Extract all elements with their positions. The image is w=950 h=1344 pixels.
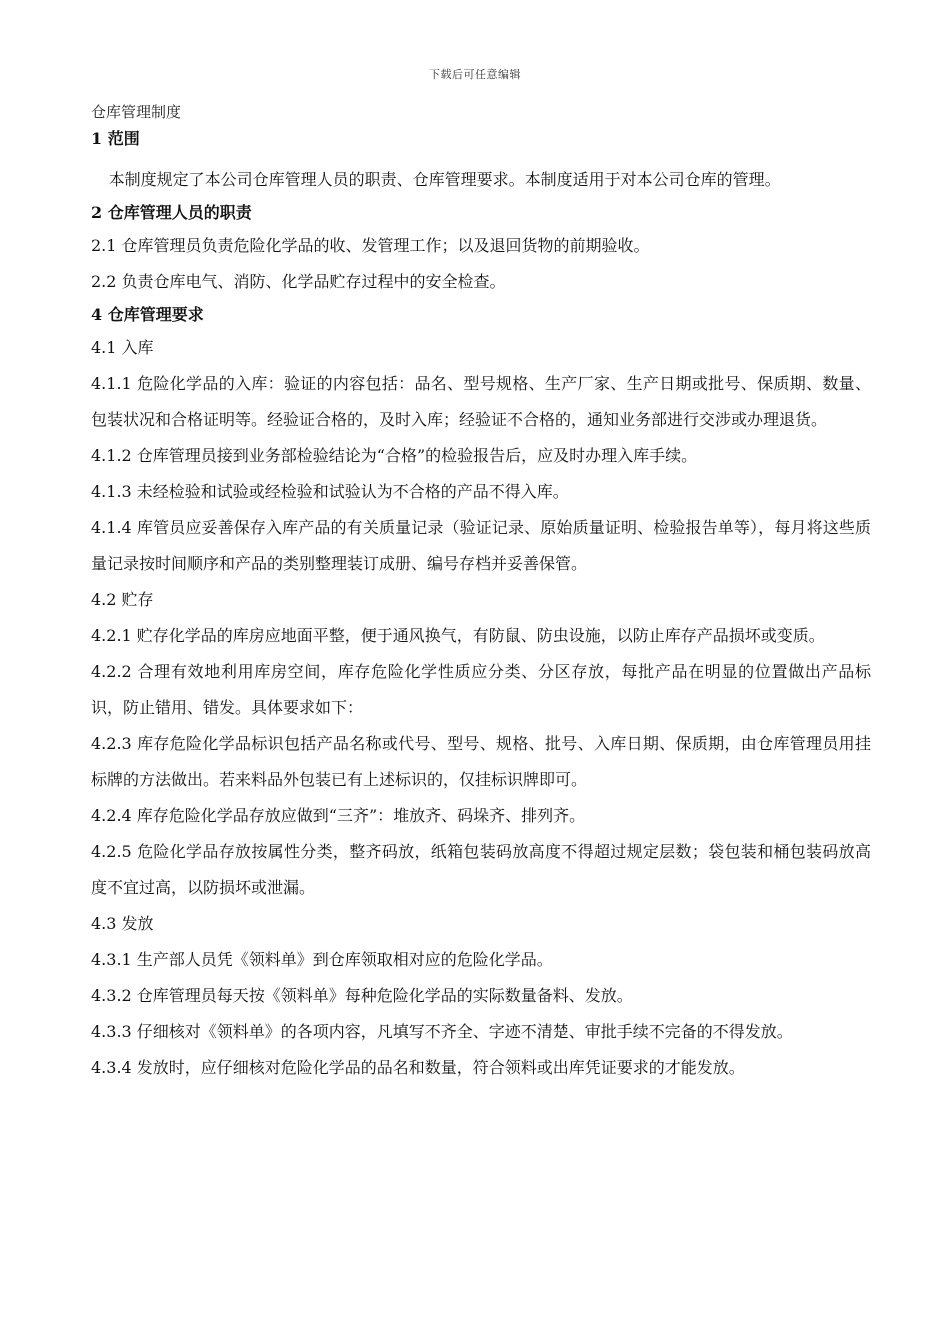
section-2-heading: 2 仓库管理人员的职责 bbox=[91, 203, 252, 222]
clause-4-3-4: 4.3.4 发放时，应仔细核对危险化学品的品名和数量，符合领料或出库凭证要求的才能发放。 bbox=[91, 1058, 745, 1077]
document-title: 仓库管理制度 bbox=[91, 103, 182, 121]
section-4-heading: 4 仓库管理要求 bbox=[91, 305, 204, 324]
document-body bbox=[91, 100, 871, 1086]
clause-4-1: 4.1 入库 bbox=[91, 338, 154, 357]
clause-4-2-2: 4.2.2 合理有效地利用库房空间，库存危险化学性质应分类、分区存放，每批产品在明显的位置做出产品标识，防止错用、错发。具体要求如下： bbox=[91, 662, 871, 717]
clause-4-1-4: 4.1.4 库管员应妥善保存入库产品的有关质量记录（验证记录、原始质量证明、检验报告单等），每月将这些质量记录按时间顺序和产品的类别整理装订成册、编号存档并妥善保管。 bbox=[91, 518, 871, 573]
section-1-text: 本制度规定了本公司仓库管理人员的职责、仓库管理要求。本制度适用于对本公司仓库的管理。 bbox=[108, 170, 781, 189]
clause-4-3-3: 4.3.3 仔细核对《领料单》的各项内容，凡填写不齐全、字迹不清楚、审批手续不完备的不得发放。 bbox=[91, 1022, 793, 1041]
clause-4-2-5: 4.2.5 危险化学品存放按属性分类，整齐码放，纸箱包装码放高度不得超过规定层数；袋包装和桶包装码放高度不宜过高，以防损坏或泄漏。 bbox=[91, 842, 871, 897]
header-note: 下载后可任意编辑 bbox=[429, 68, 521, 81]
clause-4-3-2: 4.3.2 仓库管理员每天按《领料单》每种危险化学品的实际数量备料、发放。 bbox=[91, 986, 633, 1005]
clause-4-3: 4.3 发放 bbox=[91, 914, 154, 933]
clause-4-2-1: 4.2.1 贮存化学品的库房应地面平整，便于通风换气，有防鼠、防虫设施，以防止库存产品损坏或变质。 bbox=[91, 626, 825, 645]
clause-4-1-1: 4.1.1 危险化学品的入库：验证的内容包括：品名、型号规格、生产厂家、生产日期或批号、保质期、数量、包装状况和合格证明等。经验证合格的，及时入库；经验证不合格的，通知业务部进行交涉或办理退货。 bbox=[91, 374, 871, 429]
clause-4-3-1: 4.3.1 生产部人员凭《领料单》到仓库领取相对应的危险化学品。 bbox=[91, 950, 553, 969]
clause-2-1: 2.1 仓库管理员负责危险化学品的收、发管理工作；以及退回货物的前期验收。 bbox=[91, 236, 650, 255]
clause-4-2-4: 4.2.4 库存危险化学品存放应做到“三齐”：堆放齐、码垛齐、排列齐。 bbox=[91, 806, 586, 825]
clause-4-2-3: 4.2.3 库存危险化学品标识包括产品名称或代号、型号、规格、批号、入库日期、保质期，由仓库管理员用挂标牌的方法做出。若来料品外包装已有上述标识的，仅挂标识牌即可。 bbox=[91, 734, 871, 789]
section-1-heading: 1 范围 bbox=[91, 129, 140, 148]
clause-4-2: 4.2 贮存 bbox=[91, 590, 154, 609]
clause-2-2: 2.2 负责仓库电气、消防、化学品贮存过程中的安全检查。 bbox=[91, 272, 506, 291]
clause-4-1-3: 4.1.3 未经检验和试验或经检验和试验认为不合格的产品不得入库。 bbox=[91, 482, 569, 501]
clause-4-1-2: 4.1.2 仓库管理员接到业务部检验结论为“合格”的检验报告后，应及时办理入库手续。 bbox=[91, 446, 698, 465]
